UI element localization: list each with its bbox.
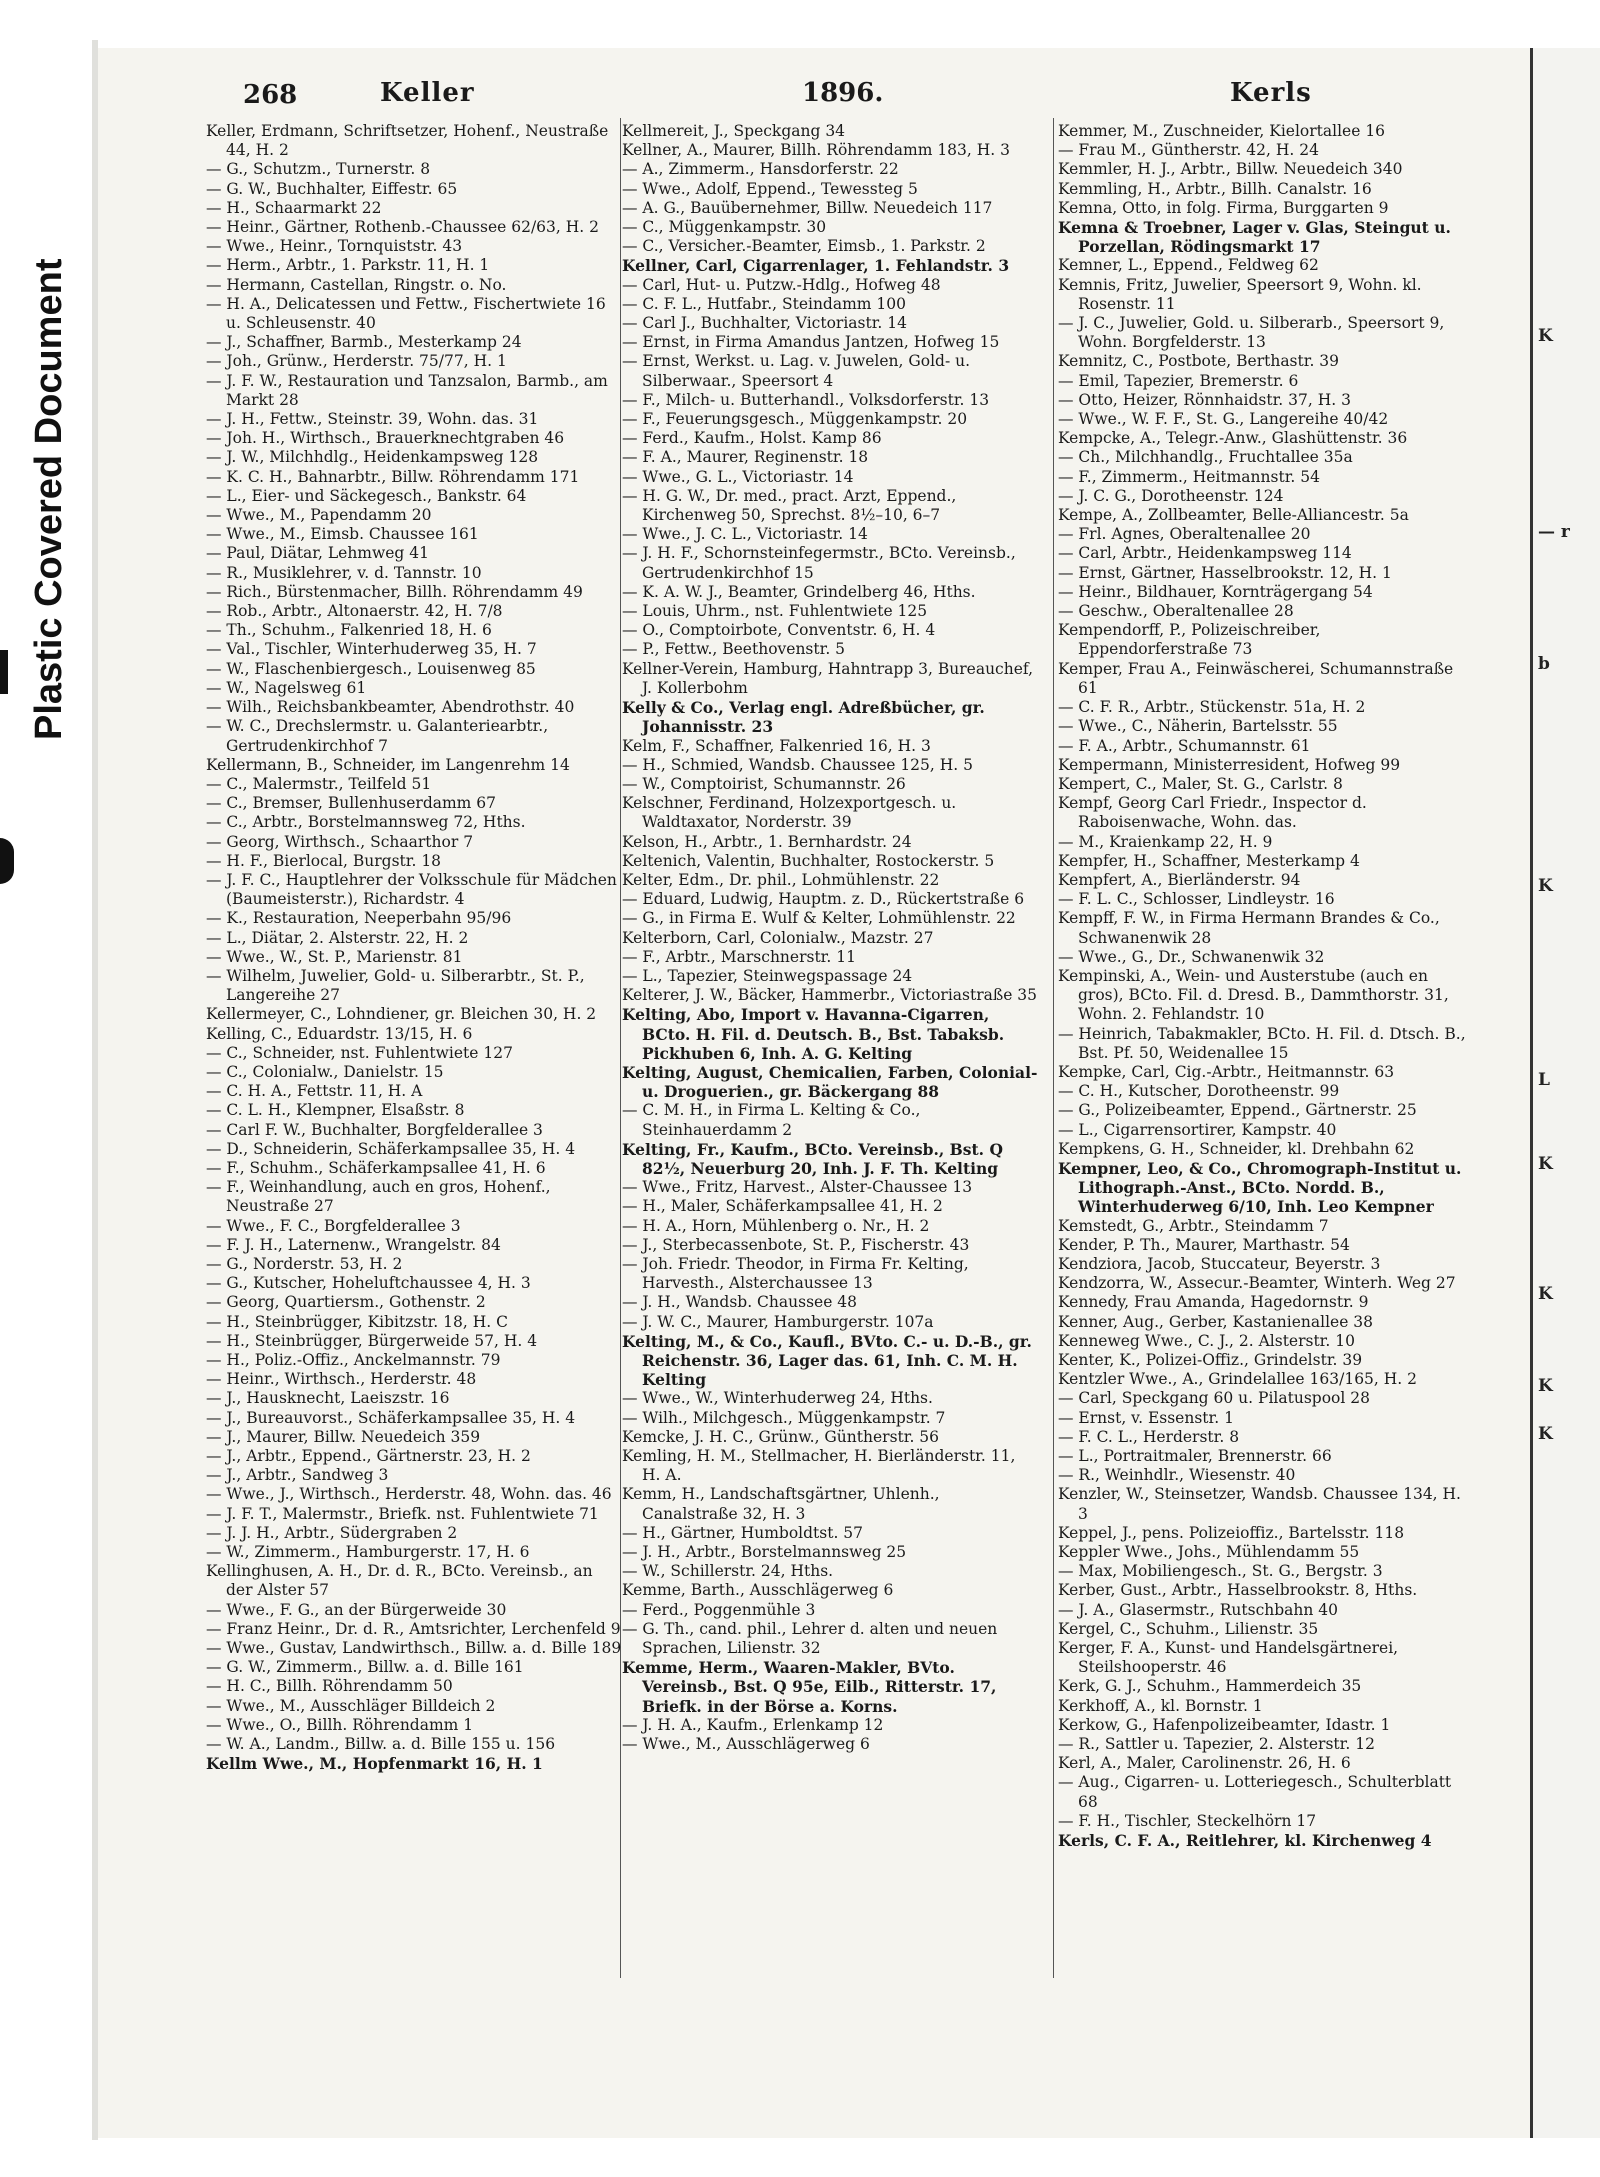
directory-entry: Kempfert, A., Bierländerstr. 94 (1058, 870, 1301, 889)
directory-entry: — H. F., Bierlocal, Burgstr. 18 (206, 851, 442, 870)
directory-entry: — A. G., Bauübernehmer, Billw. Neuedeich 117 (622, 198, 993, 217)
directory-entry: Kempfer, H., Schaffner, Mesterkamp 4 (1058, 851, 1360, 870)
directory-entry: — Carl J., Buchhalter, Victoriastr. 14 (622, 314, 907, 333)
directory-entry: — Wilhelm, Juwelier, Gold- u. Silberarbtr., St. P., Langereihe 27 (206, 966, 585, 1005)
directory-entry: — Geschw., Oberaltenallee 28 (1058, 602, 1294, 621)
directory-entry: Kemnis, Fritz, Juwelier, Speersort 9, Wohn. kl. Rosenstr. 11 (1058, 275, 1422, 313)
directory-entry: Kelschner, Ferdinand, Holzexportgesch. u. Waldtaxator, Norderstr. 39 (622, 794, 957, 832)
directory-entry: — L., Portraitmaler, Brennerstr. 66 (1058, 1447, 1332, 1466)
directory-entry: — Otto, Heizer, Rönnhaidstr. 37, H. 3 (1058, 390, 1351, 409)
directory-entry: — W., Comptoirist, Schumannstr. 26 (622, 774, 906, 793)
adjacent-page-fragment: K (1538, 1284, 1553, 1304)
directory-entry: — L., Tapezier, Steinwegspassage 24 (622, 966, 913, 985)
directory-entry: — F. L. C., Schlosser, Lindleystr. 16 (1058, 890, 1335, 909)
directory-entry: — H., Schaarmarkt 22 (206, 198, 382, 217)
directory-entry: Kelting, August, Chemicalien, Farben, Colonial- u. Droguerien., gr. Bäckergang 88 (622, 1062, 1038, 1102)
directory-entry: Kendzorra, W., Assecur.-Beamter, Winterh. Weg 27 (1058, 1274, 1456, 1293)
directory-entry: Kenner, Aug., Gerber, Kastanienallee 38 (1058, 1312, 1374, 1331)
directory-entry: — W. C., Drechslermstr. u. Galanteriearbtr., Gertrudenkirchhof 7 (206, 717, 549, 755)
directory-entry: — J., Hausknecht, Laeiszstr. 16 (206, 1389, 450, 1408)
directory-entry: Kempf, Georg Carl Friedr., Inspector d. Raboisenwache, Wohn. das. (1058, 794, 1367, 832)
directory-entry: Kellermann, B., Schneider, im Langenrehm 14 (206, 755, 570, 774)
directory-entry: Kelting, M., & Co., Kaufl., BVto. C.- u. D.-B., gr. Reichenstr. 36, Lager das. 61, Inh. C. M. H. Kelting (622, 1331, 1032, 1390)
directory-entry: — Wwe., F. C., Borgfelderallee 3 (206, 1216, 461, 1235)
directory-entry: — L., Cigarrensortirer, Kampstr. 40 (1058, 1120, 1337, 1139)
directory-entry: Kempinski, A., Wein- und Austerstube (auch en gros), BCto. Fil. d. Dresd. B., Dammthorstr. 31, Wohn. 2. Fehlandstr. 10 (1058, 966, 1449, 1024)
directory-entry: — C., Colonialw., Danielstr. 15 (206, 1062, 444, 1081)
directory-entry: — L., Diätar, 2. Alsterstr. 22, H. 2 (206, 928, 469, 947)
page-number: 268 (243, 80, 298, 110)
directory-entry: Kempkens, G. H., Schneider, kl. Drehbahn 62 (1058, 1139, 1415, 1158)
directory-entry: — F. J. H., Laternenw., Wrangelstr. 84 (206, 1235, 501, 1254)
directory-entry: — K. C. H., Bahnarbtr., Billw. Röhrendamm 171 (206, 467, 580, 486)
directory-entry: — P., Fettw., Beethovenstr. 5 (622, 640, 846, 659)
directory-entry: — Carl F. W., Buchhalter, Borgfelderallee 3 (206, 1120, 543, 1139)
directory-entry: — C., Müggenkampstr. 30 (622, 218, 827, 237)
directory-entry: — J. C., Juwelier, Gold. u. Silberarb., Speersort 9, Wohn. Borgfelderstr. 13 (1058, 314, 1445, 352)
directory-entry: Kellner, A., Maurer, Billh. Röhrendamm 183, H. 3 (622, 141, 1010, 160)
directory-entry: — H., Maler, Schäferkampsallee 41, H. 2 (622, 1197, 943, 1216)
directory-entry: — K. A. W. J., Beamter, Grindelberg 46, Hths. (622, 582, 976, 601)
directory-entry: Kelling, C., Eduardstr. 13/15, H. 6 (206, 1024, 473, 1043)
directory-entry: — Joh., Grünw., Herderstr. 75/77, H. 1 (206, 352, 507, 371)
directory-entry: — Wwe., J., Wirthsch., Herderstr. 48, Wohn. das. 46 (206, 1485, 612, 1504)
directory-entry: Kelson, H., Arbtr., 1. Bernhardstr. 24 (622, 832, 912, 851)
directory-entry: — Heinr., Wirthsch., Herderstr. 48 (206, 1370, 477, 1389)
directory-column-3 (1058, 122, 1470, 1982)
directory-entry: — C., Bremser, Bullenhuserdamm 67 (206, 794, 497, 813)
adjacent-page-rule (1530, 48, 1533, 2138)
directory-entry: — H., Schmied, Wandsb. Chaussee 125, H. 5 (622, 755, 973, 774)
directory-entry: — Wwe., Heinr., Tornquiststr. 43 (206, 237, 463, 256)
directory-entry: — Wwe., O., Billh. Röhrendamm 1 (206, 1715, 474, 1734)
directory-entry: — Heinrich, Tabakmakler, BCto. H. Fil. d. Dtsch. B., Bst. Pf. 50, Weidenallee 15 (1058, 1024, 1466, 1062)
directory-entry: — Joh. Friedr. Theodor, in Firma Fr. Kelting, Harvesth., Alsterchaussee 13 (622, 1254, 969, 1293)
left-margin-mark (0, 650, 8, 694)
directory-entry: — J., Schaffner, Barmb., Mesterkamp 24 (206, 333, 522, 352)
directory-entry: — J. F. C., Hauptlehrer der Volksschule für Mädchen (Baumeisterstr.), Richardstr. 4 (206, 870, 617, 909)
directory-entry: — W., Zimmerm., Hamburgerstr. 17, H. 6 (206, 1543, 530, 1562)
directory-entry: — H. G. W., Dr. med., pract. Arzt, Eppend., Kirchenweg 50, Sprechst. 8½–10, 6–7 (622, 486, 957, 525)
directory-entry: — O., Comptoirbote, Conventstr. 6, H. 4 (622, 621, 936, 640)
directory-entry: — F., Milch- u. Butterhandl., Volksdorferstr. 13 (622, 390, 990, 409)
directory-entry: Kenter, K., Polizei-Offiz., Grindelstr. 39 (1058, 1351, 1363, 1369)
directory-entry: Kemme, Herm., Waaren-Makler, BVto. Vereinsb., Bst. Q 95e, Eilb., Ritterstr. 17, Briefk. in der Börse a. Korns. (622, 1658, 997, 1716)
directory-entry: — Carl, Speckgang 60 u. Pilatuspool 28 (1058, 1389, 1370, 1408)
directory-entry: — J. F. T., Malermstr., Briefk. nst. Fuhlentwiete 71 (206, 1504, 599, 1523)
directory-entry: — Ferd., Poggenmühle 3 (622, 1600, 816, 1619)
directory-entry: — R., Musiklehrer, v. d. Tannstr. 10 (206, 563, 482, 582)
directory-entry: Kendziora, Jacob, Stuccateur, Beyerstr. 3 (1058, 1254, 1381, 1273)
directory-entry: Kempert, C., Maler, St. G., Carlstr. 8 (1058, 774, 1343, 793)
directory-entry: — H., Poliz.-Offiz., Anckelmannstr. 79 (206, 1351, 501, 1369)
directory-entry: Kelm, F., Schaffner, Falkenried 16, H. 3 (622, 736, 931, 755)
directory-entry: — F. A., Arbtr., Schumannstr. 61 (1058, 736, 1311, 755)
directory-entry: — Wwe., C., Näherin, Bartelsstr. 55 (1058, 717, 1338, 736)
directory-entry: — Wwe., F. G., an der Bürgerweide 30 (206, 1600, 507, 1619)
directory-entry: — F. C. L., Herderstr. 8 (1058, 1427, 1240, 1446)
directory-entry: — W., Schillerstr. 24, Hths. (622, 1562, 834, 1581)
directory-entry: — A., Zimmerm., Hansdorferstr. 22 (622, 160, 899, 179)
directory-entry: — G., Kutscher, Hoheluftchaussee 4, H. 3 (206, 1274, 531, 1293)
directory-entry: — Wwe., W. F. F., St. G., Langereihe 40/42 (1058, 410, 1389, 429)
directory-entry: Kemm, H., Landschaftsgärtner, Uhlenh., Canalstraße 32, H. 3 (622, 1485, 940, 1523)
directory-entry: Kellner-Verein, Hamburg, Hahntrapp 3, Bureauchef, J. Kollerbohm (622, 659, 1034, 697)
directory-entry: — F., Arbtr., Marschnerstr. 11 (622, 947, 856, 966)
directory-entry: — Carl, Arbtr., Heidenkampsweg 114 (1058, 544, 1352, 563)
directory-entry: — Heinr., Bildhauer, Kornträgergang 54 (1058, 582, 1373, 601)
directory-entry: — Wwe., W., St. P., Marienstr. 81 (206, 947, 463, 966)
directory-entry: — C., Arbtr., Borstelmannsweg 72, Hths. (206, 813, 526, 832)
directory-entry: — J. H., Fettw., Steinstr. 39, Wohn. das. 31 (206, 410, 539, 429)
directory-entry: — J. H., Arbtr., Borstelmannsweg 25 (622, 1543, 907, 1562)
page-header (140, 78, 1470, 114)
directory-entry: Kelting, Fr., Kaufm., BCto. Vereinsb., Bst. Q 82½, Neuerburg 20, Inh. J. F. Th. Kelting (622, 1139, 1003, 1178)
directory-entry: — G. W., Buchhalter, Eiffestr. 65 (206, 179, 458, 198)
directory-entry: — Th., Schuhm., Falkenried 18, H. 6 (206, 621, 492, 640)
directory-entry: — Rich., Bürstenmacher, Billh. Röhrendamm 49 (206, 582, 583, 601)
directory-entry: Keltenich, Valentin, Buchhalter, Rostockerstr. 5 (622, 851, 995, 870)
directory-entry: — G. Th., cand. phil., Lehrer d. alten und neuen Sprachen, Lilienstr. 32 (622, 1619, 998, 1658)
directory-entry: — Max, Mobiliengesch., St. G., Bergstr. 3 (1058, 1562, 1383, 1581)
directory-entry: Kentzler Wwe., A., Grindelallee 163/165, H. 2 (1058, 1370, 1417, 1389)
column-rule-2 (1053, 118, 1054, 1978)
directory-entry: — C. F. R., Arbtr., Stückenstr. 51a, H. 2 (1058, 698, 1366, 717)
directory-entry: — Louis, Uhrm., nst. Fuhlentwiete 125 (622, 602, 928, 621)
directory-entry: Kerber, Gust., Arbtr., Hasselbrookstr. 8, Hths. (1058, 1581, 1418, 1600)
directory-entry: Kemling, H. M., Stellmacher, H. Bierländerstr. 11, H. A. (622, 1447, 1016, 1485)
directory-entry: — J., Sterbecassenbote, St. P., Fischerstr. 43 (622, 1235, 970, 1254)
directory-entry: — G., Polizeibeamter, Eppend., Gärtnerstr. 25 (1058, 1101, 1417, 1120)
directory-entry: Kemme, Barth., Ausschlägerweg 6 (622, 1581, 894, 1600)
directory-entry: Kelting, Abo, Import v. Havanna-Cigarren, BCto. H. Fil. d. Deutsch. B., Bst. Tabaksb. Pickhuben 6, Inh. A. G. Kelting (622, 1005, 1005, 1063)
directory-entry: — Emil, Tapezier, Bremerstr. 6 (1058, 371, 1299, 390)
directory-entry: Kerkow, G., Hafenpolizeibeamter, Idastr. 1 (1058, 1715, 1391, 1734)
directory-column-2 (622, 122, 1038, 1982)
directory-entry: — H. C., Billh. Röhrendamm 50 (206, 1677, 453, 1696)
directory-entry: — J., Arbtr., Sandweg 3 (206, 1466, 389, 1485)
directory-entry: Keppel, J., pens. Polizeioffiz., Bartelsstr. 118 (1058, 1523, 1405, 1542)
directory-entry: — Rob., Arbtr., Altonaerstr. 42, H. 7/8 (206, 602, 503, 621)
directory-entry: — Herm., Arbtr., 1. Parkstr. 11, H. 1 (206, 256, 490, 275)
directory-entry: Kempcke, A., Telegr.-Anw., Glashüttenstr. 36 (1058, 429, 1408, 448)
directory-entry: — Wwe., Gustav, Landwirthsch., Billw. a. d. Bille 189 (206, 1639, 622, 1658)
directory-entry: — J. H., Wandsb. Chaussee 48 (622, 1293, 858, 1312)
directory-entry: — Wwe., G., Dr., Schwanenwik 32 (1058, 947, 1325, 966)
directory-entry: — G. W., Zimmerm., Billw. a. d. Bille 161 (206, 1658, 524, 1677)
directory-entry: — C. H., Kutscher, Dorotheenstr. 99 (1058, 1082, 1340, 1101)
directory-entry: Kerkhoff, A., kl. Bornstr. 1 (1058, 1696, 1263, 1715)
directory-entry: Kerk, G. J., Schuhm., Hammerdeich 35 (1058, 1677, 1362, 1696)
directory-entry: — Aug., Cigarren- u. Lotteriegesch., Schulterblatt 68 (1058, 1773, 1452, 1811)
directory-entry: — Wwe., M., Ausschlägerweg 6 (622, 1735, 870, 1754)
directory-entry: — J. F. W., Restauration und Tanzsalon, Barmb., am Markt 28 (206, 371, 608, 409)
directory-entry: — C. M. H., in Firma L. Kelting & Co., Steinhauerdamm 2 (622, 1101, 921, 1139)
directory-entry: Kempendorff, P., Polizeischreiber, Eppendorferstraße 73 (1058, 621, 1321, 659)
directory-entry: — H., Steinbrügger, Bürgerweide 57, H. 4 (206, 1331, 538, 1350)
directory-entry: — Wilh., Reichsbankbeamter, Abendrothstr. 40 (206, 698, 575, 717)
directory-entry: — Georg, Wirthsch., Schaarthor 7 (206, 832, 474, 851)
directory-entry: Kennedy, Frau Amanda, Hagedornstr. 9 (1058, 1293, 1369, 1312)
directory-entry: Kenzler, W., Steinsetzer, Wandsb. Chaussee 134, H. 3 (1058, 1485, 1461, 1523)
directory-entry: — J. H. F., Schornsteinfegermstr., BCto. Vereinsb., Gertrudenkirchhof 15 (622, 544, 1016, 582)
adjacent-page-fragment: L (1538, 1070, 1550, 1090)
adjacent-page-fragment: K (1538, 1154, 1553, 1174)
directory-entry: — D., Schneiderin, Schäferkampsallee 35, H. 4 (206, 1139, 576, 1158)
directory-entry: Kemstedt, G., Arbtr., Steindamm 7 (1058, 1216, 1329, 1235)
directory-entry: — Val., Tischler, Winterhuderweg 35, H. 7 (206, 640, 537, 659)
directory-entry: — Wwe., J. C. L., Victoriastr. 14 (622, 525, 868, 544)
directory-entry: Kemner, L., Eppend., Feldweg 62 (1058, 256, 1319, 275)
directory-entry: Kelter, Edm., Dr. phil., Lohmühlenstr. 22 (622, 870, 940, 889)
directory-entry: Kempermann, Ministerresident, Hofweg 99 (1058, 755, 1401, 774)
adjacent-page-fragment: K (1538, 1376, 1553, 1396)
directory-entry: Kemmling, H., Arbtr., Billh. Canalstr. 16 (1058, 179, 1372, 198)
directory-entry: — F., Feuerungsgesch., Müggenkampstr. 20 (622, 410, 968, 429)
directory-entry: — J., Maurer, Billw. Neuedeich 359 (206, 1427, 481, 1446)
directory-entry: — G., in Firma E. Wulf & Kelter, Lohmühlenstr. 22 (622, 909, 1016, 928)
directory-entry: — H., Gärtner, Humboldtst. 57 (622, 1523, 864, 1542)
directory-entry: Kerls, C. F. A., Reitlehrer, kl. Kirchenweg 4 (1058, 1831, 1432, 1851)
header-keyword-left: Keller (380, 78, 475, 108)
directory-entry: — C. H. A., Fettstr. 11, H. A (206, 1082, 423, 1101)
directory-entry: — L., Eier- und Säckegesch., Bankstr. 64 (206, 486, 527, 505)
directory-entry: — C., Schneider, nst. Fuhlentwiete 127 (206, 1043, 513, 1062)
directory-entry: — Joh. H., Wirthsch., Brauerknechtgraben 46 (206, 429, 565, 448)
directory-entry: Kergel, C., Schuhm., Lilienstr. 35 (1058, 1619, 1319, 1638)
directory-entry: — R., Sattler u. Tapezier, 2. Alsterstr. 12 (1058, 1735, 1375, 1754)
directory-entry: — Frau M., Güntherstr. 42, H. 24 (1058, 141, 1319, 160)
directory-entry: — F., Schuhm., Schäferkampsallee 41, H. 6 (206, 1158, 546, 1177)
directory-entry: Kemna, Otto, in folg. Firma, Burggarten 9 (1058, 198, 1389, 217)
directory-entry: — F., Weinhandlung, auch en gros, Hohenf., Neustraße 27 (206, 1178, 551, 1216)
directory-entry: — Hermann, Castellan, Ringstr. o. No. (206, 275, 507, 294)
directory-entry: — H. A., Delicatessen und Fettw., Fischertwiete 16 u. Schleusenstr. 40 (206, 294, 606, 333)
directory-entry: Kempner, Leo, & Co., Chromograph-Institut u. Lithograph.-Anst., BCto. Nordd. B., Winterhuderweg 6/10, Inh. Leo Kempner (1058, 1158, 1462, 1217)
directory-entry: — H. A., Horn, Mühlenberg o. Nr., H. 2 (622, 1216, 930, 1235)
directory-entry: — J. W., Milchhdlg., Heidenkampsweg 128 (206, 448, 539, 467)
directory-entry: Kellner, Carl, Cigarrenlager, 1. Fehlandstr. 3 (622, 256, 1010, 276)
directory-entry: — Wwe., M., Eimsb. Chaussee 161 (206, 525, 479, 544)
directory-entry: — C. F. L., Hutfabr., Steindamm 100 (622, 294, 907, 313)
directory-entry: Kerl, A., Maler, Carolinenstr. 26, H. 6 (1058, 1754, 1351, 1773)
directory-entry: — J., Bureauvorst., Schäferkampsallee 35, H. 4 (206, 1408, 576, 1427)
directory-column-1 (206, 122, 622, 1982)
directory-entry: — J. C. G., Dorotheenstr. 124 (1058, 486, 1284, 505)
directory-entry: — Wwe., G. L., Victoriastr. 14 (622, 467, 854, 486)
directory-entry: — C. L. H., Klempner, Elsaßstr. 8 (206, 1101, 465, 1120)
directory-entry: — Wwe., M., Ausschläger Billdeich 2 (206, 1696, 496, 1715)
adjacent-page-fragment: K (1538, 1424, 1553, 1444)
directory-entry: Kellinghusen, A. H., Dr. d. R., BCto. Vereinsb., an der Alster 57 (206, 1562, 593, 1600)
adjacent-page-fragment: b (1538, 654, 1550, 674)
directory-entry: Kellermeyer, C., Lohndiener, gr. Bleichen 30, H. 2 (206, 1005, 597, 1024)
directory-entry: — Wwe., Adolf, Eppend., Tewessteg 5 (622, 179, 918, 198)
directory-entry: — Heinr., Gärtner, Rothenb.-Chaussee 62/63, H. 2 (206, 218, 599, 237)
directory-entry: Kenneweg Wwe., C. J., 2. Alsterstr. 10 (1058, 1331, 1355, 1350)
adjacent-page-fragment: — r (1538, 522, 1570, 542)
directory-entry: Kemmler, H. J., Arbtr., Billw. Neuedeich 340 (1058, 160, 1403, 179)
adjacent-page-fragment: K (1538, 876, 1553, 896)
directory-entry: — G., Norderstr. 53, H. 2 (206, 1254, 403, 1273)
directory-entry: Keller, Erdmann, Schriftsetzer, Hohenf., Neustraße 44, H. 2 (206, 122, 609, 160)
directory-entry: — Ernst, v. Essenstr. 1 (1058, 1408, 1234, 1427)
directory-entry: — Georg, Quartiersm., Gothenstr. 2 (206, 1293, 486, 1312)
directory-entry: Kempke, Carl, Cig.-Arbtr., Heitmannstr. 63 (1058, 1062, 1395, 1081)
directory-entry: Kender, P. Th., Maurer, Marthastr. 54 (1058, 1235, 1350, 1254)
directory-entry: — Ernst, in Firma Amandus Jantzen, Hofweg 15 (622, 333, 1000, 352)
side-label: Plastic Covered Document (28, 258, 70, 740)
directory-entry: Kemper, Frau A., Feinwäscherei, Schumannstraße 61 (1058, 659, 1454, 697)
directory-entry: — M., Kraienkamp 22, H. 9 (1058, 832, 1273, 851)
directory-entry: — Ch., Milchhandlg., Fruchtallee 35a (1058, 448, 1353, 467)
directory-entry: Kempe, A., Zollbeamter, Belle-Alliancestr. 5a (1058, 506, 1409, 525)
header-year: 1896. (802, 78, 884, 108)
directory-entry: Kemcke, J. H. C., Grünw., Güntherstr. 56 (622, 1427, 940, 1446)
directory-entry: — F. A., Maurer, Reginenstr. 18 (622, 448, 869, 467)
directory-entry: — Wilh., Milchgesch., Müggenkampstr. 7 (622, 1408, 946, 1427)
directory-entry: — J. J. H., Arbtr., Südergraben 2 (206, 1523, 458, 1542)
directory-entry: Kemnitz, C., Postbote, Berthastr. 39 (1058, 352, 1340, 371)
directory-entry: — C., Malermstr., Teilfeld 51 (206, 774, 432, 793)
directory-entry: — J. H. A., Kaufm., Erlenkamp 12 (622, 1715, 884, 1734)
directory-entry: — K., Restauration, Neeperbahn 95/96 (206, 909, 512, 928)
directory-entry: — Wwe., Fritz, Harvest., Alster-Chaussee 13 (622, 1178, 973, 1197)
directory-entry: — J. W. C., Maurer, Hamburgerstr. 107a (622, 1312, 934, 1331)
directory-entry: — C., Versicher.-Beamter, Eimsb., 1. Parkstr. 2 (622, 237, 986, 256)
directory-entry: — J., Arbtr., Eppend., Gärtnerstr. 23, H. 2 (206, 1447, 531, 1466)
directory-entry: — Ernst, Gärtner, Hasselbrookstr. 12, H. 1 (1058, 563, 1392, 582)
directory-entry: Kemna & Troebner, Lager v. Glas, Steingut u. Porzellan, Rödingsmarkt 17 (1058, 218, 1451, 257)
directory-entry: — W., Nagelsweg 61 (206, 678, 367, 697)
directory-entry: — W. A., Landm., Billw. a. d. Bille 155 u. 156 (206, 1735, 556, 1754)
directory-entry: Kellmereit, J., Speckgang 34 (622, 122, 846, 140)
directory-entry: — Franz Heinr., Dr. d. R., Amtsrichter, Lerchenfeld 9 (206, 1619, 621, 1638)
directory-entry: — Eduard, Ludwig, Hauptm. z. D., Rückertstraße 6 (622, 890, 1025, 909)
directory-entry: Kelterer, J. W., Bäcker, Hammerbr., Victoriastraße 35 (622, 986, 1038, 1005)
directory-entry: — J. A., Glasermstr., Rutschbahn 40 (1058, 1600, 1339, 1619)
adjacent-page-strip (1530, 48, 1600, 2138)
directory-entry: Kelterborn, Carl, Colonialw., Mazstr. 27 (622, 928, 934, 947)
directory-entry: — R., Weinhdlr., Wiesenstr. 40 (1058, 1466, 1296, 1485)
directory-entry: — W., Flaschenbiergesch., Louisenweg 85 (206, 659, 536, 678)
directory-entry: — Wwe., W., Winterhuderweg 24, Hths. (622, 1389, 933, 1408)
directory-entry: Kellm Wwe., M., Hopfenmarkt 16, H. 1 (206, 1754, 543, 1774)
directory-entry: — F., Zimmerm., Heitmannstr. 54 (1058, 467, 1320, 486)
header-keyword-right: Kerls (1230, 78, 1312, 108)
directory-entry: — Frl. Agnes, Oberaltenallee 20 (1058, 525, 1311, 544)
directory-entry: — H., Steinbrügger, Kibitzstr. 18, H. C (206, 1312, 508, 1331)
directory-entry: Kerger, F. A., Kunst- und Handelsgärtnerei, Steilshooperstr. 46 (1058, 1639, 1399, 1677)
directory-entry: — F. H., Tischler, Steckelhörn 17 (1058, 1811, 1317, 1830)
directory-entry: — Ernst, Werkst. u. Lag. v. Juwelen, Gold- u. Silberwaar., Speersort 4 (622, 352, 971, 390)
directory-entry: — Wwe., M., Papendamm 20 (206, 506, 432, 525)
adjacent-page-fragment: K (1538, 326, 1553, 346)
directory-entry: — G., Schutzm., Turnerstr. 8 (206, 160, 431, 179)
directory-entry: Kelly & Co., Verlag engl. Adreßbücher, gr. Johannisstr. 23 (622, 698, 985, 737)
directory-entry: Kempff, F. W., in Firma Hermann Brandes & Co., Schwanenwik 28 (1058, 909, 1440, 947)
directory-entry: — Paul, Diätar, Lehmweg 41 (206, 544, 430, 563)
directory-entry: — Ferd., Kaufm., Holst. Kamp 86 (622, 429, 882, 448)
left-margin-blob (0, 838, 14, 884)
directory-entry: — Carl, Hut- u. Putzw.-Hdlg., Hofweg 48 (622, 275, 941, 294)
directory-entry: Keppler Wwe., Johs., Mühlendamm 55 (1058, 1543, 1360, 1562)
directory-entry: Kemmer, M., Zuschneider, Kielortallee 16 (1058, 122, 1386, 140)
